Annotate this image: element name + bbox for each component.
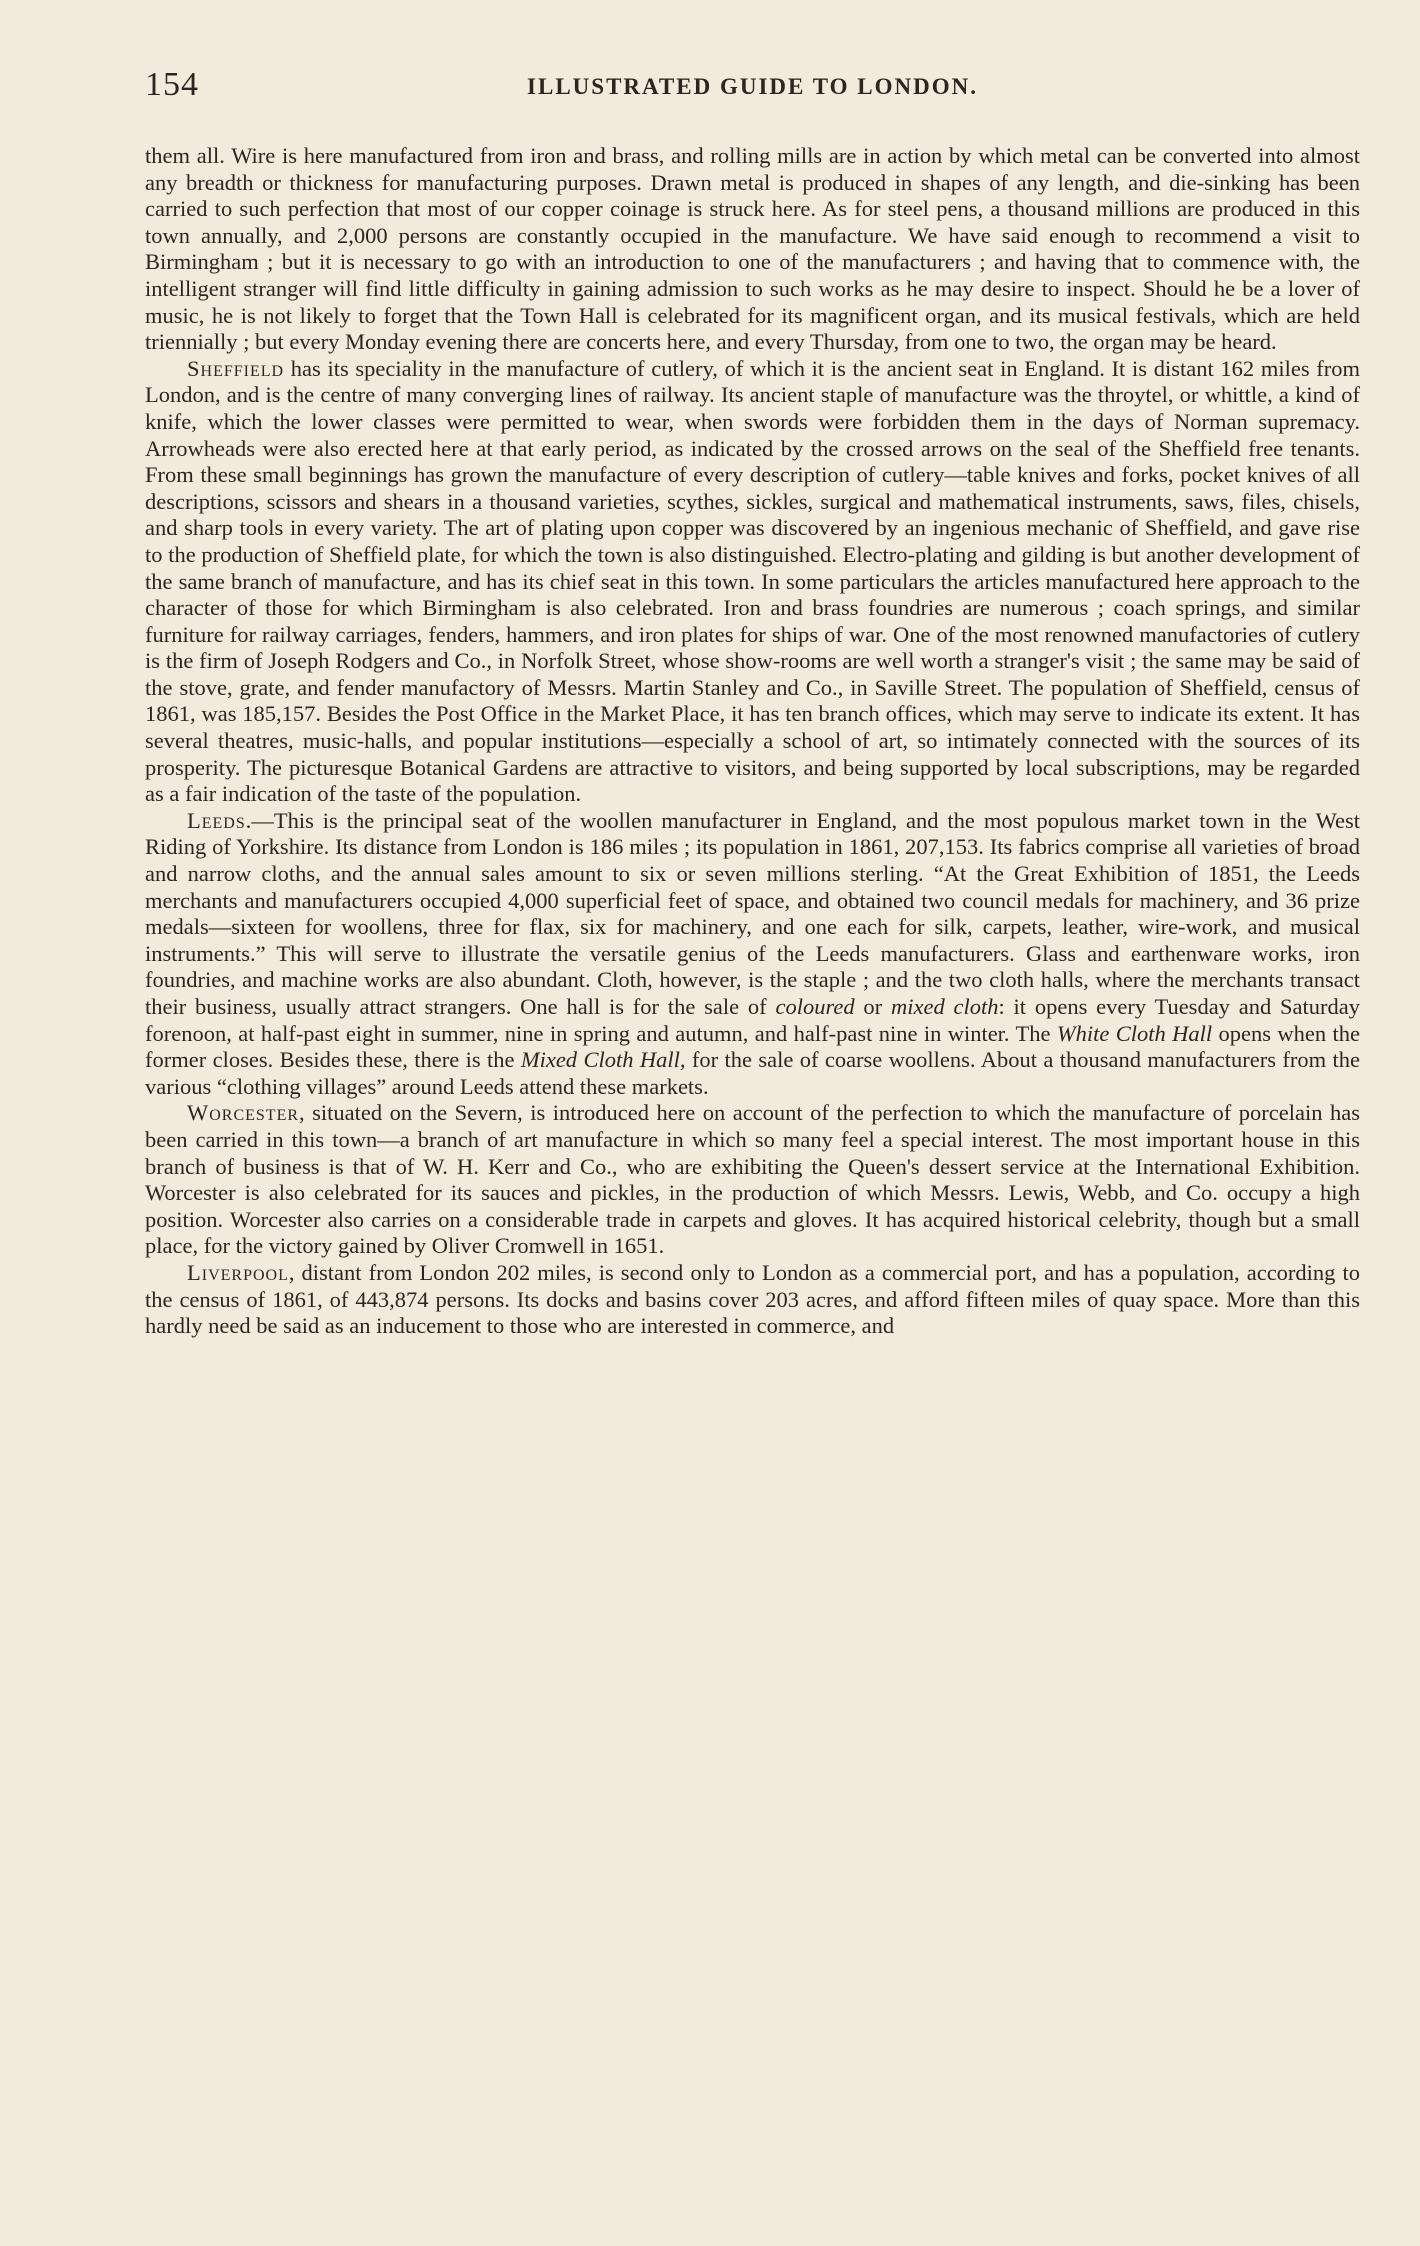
paragraph-text: or <box>854 994 891 1019</box>
italic-term: coloured <box>775 994 855 1019</box>
section-lead-sheffield: Sheffield <box>187 355 285 381</box>
section-lead-worcester: Worcester <box>187 1100 300 1126</box>
body-text <box>145 143 1360 1340</box>
paragraph-sheffield <box>145 356 1360 808</box>
italic-term: White Cloth Hall <box>1056 1020 1213 1046</box>
section-lead-liverpool: Liverpool <box>187 1259 289 1285</box>
italic-term: Mixed Cloth Hall, <box>520 1047 686 1073</box>
italic-term: mixed cloth <box>890 994 999 1019</box>
page-number: 154 <box>145 66 199 103</box>
running-title: ILLUSTRATED GUIDE TO LONDON. <box>527 74 978 99</box>
paragraph-liverpool <box>145 1260 1360 1340</box>
paragraph-text: has its speciality in the manufacture of cutlery, of which it is the ancient seat in England. It is distant 162 miles from London, and is the centre of many converging lines of railway. Its ancient staple of manufacture was the throytel, or whittle, a kind of knife, which the lower classes were permitted to wear, when swords were forbidden them in the days of Norman supremacy. Arrowheads were also erected here at that early period, as indicated by the crossed arrows on the seal of the Sheffield free tenants. From these small beginnings has grown the manufacture of every description of cutlery—table knives and forks, pocket knives of all descriptions, scissors and shears in a thousand varieties, scythes, sickles, surgical and mathematical instruments, saws, files, chisels, and sharp tools in every variety. The art of plating upon copper was discovered by an ingenious mechanic of Sheffield, and gave rise to the production of Sheffield plate, for which the town is also distinguished. Electro-plating and gilding is but another development of the same branch of manufacture, and has its chief seat in this town. In some particulars the articles manufactured here approach to the character of those for which Birmingham is also celebrated. Iron and brass foundries are numerous ; coach springs, and similar furniture for railway carriages, fenders, hammers, and iron plates for ships of war. One of the most renowned manufactories of cutlery is the firm of Joseph Rodgers and Co., in Norfolk Street, whose show-rooms are well worth a stranger's visit ; the same may be said of the stove, grate, and fender manufactory of Messrs. Martin Stanley and Co., in Saville Street. The population of Sheffield, census of 1861, was 185,157. Besides the Post Office in the Market Place, it has ten branch offices, which may serve to indicate its extent. It has several theatres, music-halls, and popular institutions—especially a school of art, so intimately connected with the sources of its prosperity. The picturesque Botanical Gardens are attractive to visitors, and being supported by local subscriptions, may be regarded as a fair indication of the taste of the population. <box>145 355 1360 807</box>
page-header <box>145 66 1360 106</box>
paragraph-text: them all. Wire is here manufactured from iron and brass, and rolling mills are in action by which metal can be converted into almost any breadth or thickness for manufacturing purposes. Drawn metal is produced in shapes of any length, and die-sinking has been carried to such perfection that most of our copper coinage is struck here. As for steel pens, a thousand millions are produced in this town annually, and 2,000 persons are constantly occupied in the manufacture. We have said enough to recommend a visit to Birmingham ; but it is necessary to go with an introduction to one of the manufacturers ; and having that to commence with, the intelligent stranger will find little difficulty in gaining admission to such works as he may desire to inspect. Should he be a lover of music, he is not likely to forget that the Town Hall is celebrated for its magnificent organ, and its musical festivals, which are held triennially ; but every Monday evening there are concerts here, and every Thursday, from one to two, the organ may be heard. <box>145 143 1360 355</box>
section-lead-leeds: Leeds <box>187 807 246 833</box>
paragraph-text: opens when the former closes. Besides these, there is the <box>145 1020 1360 1073</box>
paragraph-text: for the sale of coarse woollens. About a thousand manufacturers from the various “clothing villages” around Leeds attend these markets. <box>145 1047 1361 1099</box>
paragraph-leeds <box>145 808 1360 1101</box>
paragraph-text: : it opens every Tuesday and Saturday forenoon, at half-past eight in summer, nine in spring and autumn, and half-past nine in winter. The <box>145 994 1360 1046</box>
paragraph-text: .—This is the principal seat of the woollen manufacturer in England, and the most populous market town in the West Riding of Yorkshire. Its distance from London is 186 miles ; its population in 1861, 207,153. Its fabrics comprise all varieties of broad and narrow cloths, and the annual sales amount to six or seven millions sterling. “At the Great Exhibition of 1851, the Leeds merchants and manufacturers occupied 4,000 superficial feet of space, and obtained two council medals for machinery, and 36 prize medals—sixteen for woollens, three for flax, six for machinery, and one each for silk, carpets, leather, wire-work, and musical instruments.” This will serve to illustrate the versatile genius of the Leeds manufacturers. Glass and earthenware works, iron foundries, and machine works are also abundant. Cloth, however, is the staple ; and the two cloth halls, where the merchants transact their business, usually attract strangers. One hall is for the sale of <box>145 807 1360 1019</box>
paragraph-worcester <box>145 1100 1360 1260</box>
paragraph-text: , situated on the Severn, is introduced here on account of the perfection to which the manufacture of porcelain has been carried in this town—a branch of art manufacture in which so many feel a special interest. The most important house in this branch of business is that of W. H. Kerr and Co., who are exhibiting the Queen's dessert service at the International Exhibition. Worcester is also celebrated for its sauces and pickles, in the production of which Messrs. Lewis, Webb, and Co. occupy a high position. Worcester also carries on a considerable trade in carpets and gloves. It has acquired historical celebrity, though but a small place, for the victory gained by Oliver Cromwell in 1651. <box>145 1100 1360 1259</box>
paragraph-birmingham <box>145 143 1360 356</box>
paragraph-text: , distant from London 202 miles, is second only to London as a commercial port, and has a population, according to the census of 1861, of 443,874 persons. Its docks and basins cover 203 acres, and afford fifteen miles of quay space. More than this hardly need be said as an inducement to those who are interested in commerce, and <box>145 1259 1360 1339</box>
